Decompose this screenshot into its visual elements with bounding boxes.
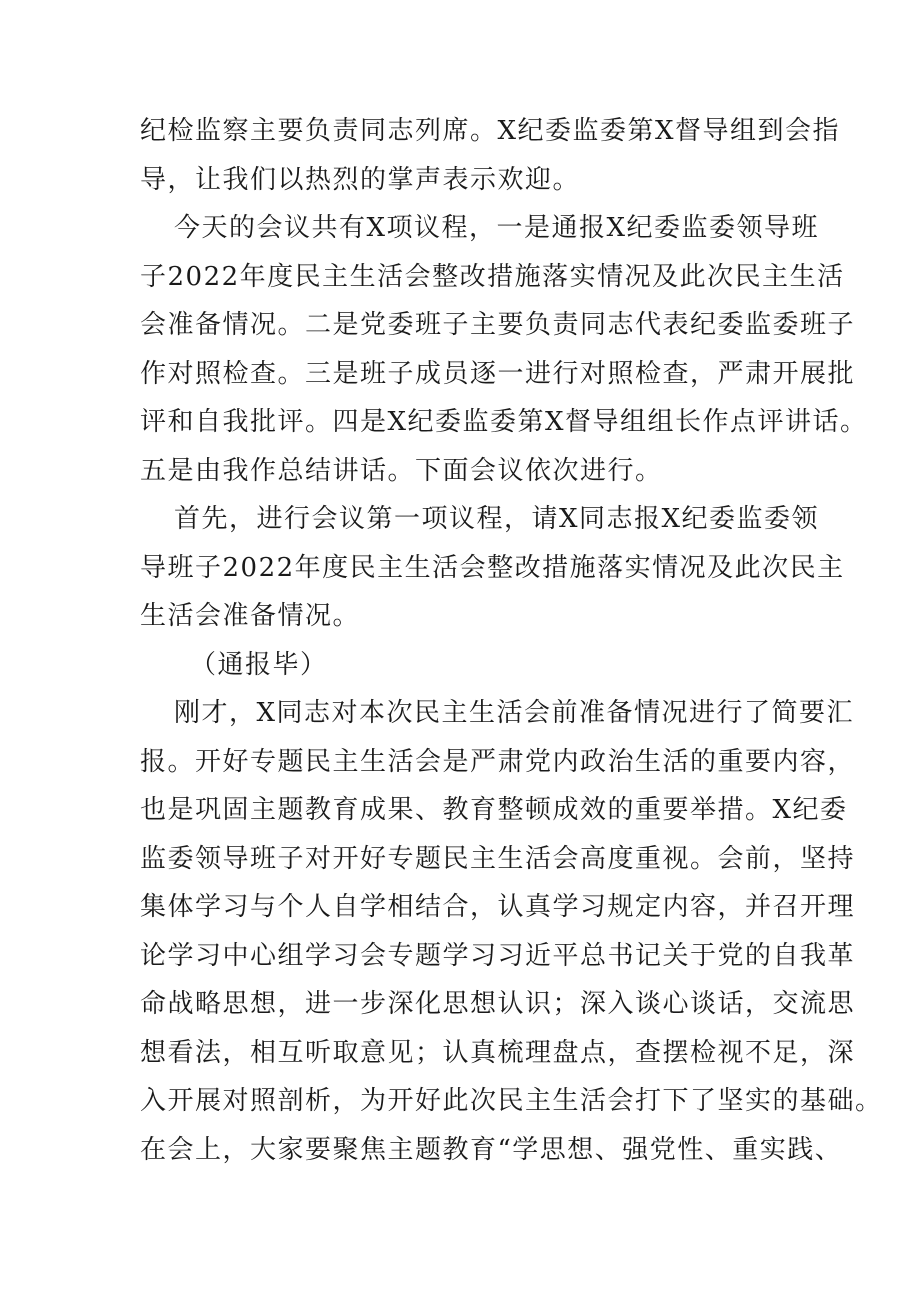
text-line: 子2022年度民主生活会整改措施落实情况及此次民主生活 [140,261,845,292]
paragraph-start-line: 刚才，X同志对本次民主生活会前准备情况进行了简要汇 [174,698,855,728]
text-line: 五是由我作总结讲话。下面会议依次进行。 [140,455,663,486]
document-body [140,107,883,1174]
text-line: 集体学习与个人自学相结合，认真学习规定内容，并召开理 [140,892,856,922]
paragraph-start-line: 今天的会议共有X项议程，一是通报X纪委监委领导班 [174,213,820,243]
text-line: 想看法，相互听取意见；认真梳理盘点，查摆检视不足，深 [140,1037,856,1068]
text-line: 也是巩固主题教育成果、教育整顿成效的重要举措。X纪委 [140,795,848,825]
text-line: 论学习中心组学习会专题学习习近平总书记关于党的自我革 [140,940,856,971]
text-line: 导，让我们以热烈的掌声表示欢迎。 [140,164,581,195]
text-line: 导班子2022年度民主生活会整改措施落实情况及此次民主 [140,552,845,583]
text-line: 在会上，大家要聚焦主题教育“学思想、强党性、重实践、 [140,1134,843,1165]
text-line: 纪检监察主要负责同志列席。X纪委监委第X督导组到会指 [140,116,841,146]
report-complete-note: （通报毕） [190,649,328,680]
text-line: 生活会准备情况。 [140,601,361,631]
text-line: 监委领导班子对开好专题民主生活会高度重视。会前，坚持 [140,843,856,874]
paragraph-start-line: 首先，进行会议第一项议程，请X同志报X纪委监委领 [174,504,820,534]
text-line: 入开展对照剖析，为开好此次民主生活会打下了坚实的基础。 [140,1086,883,1116]
text-line: 评和自我批评。四是X纪委监委第X督导组组长作点评讲话。 [140,407,868,437]
text-line: 作对照检查。三是班子成员逐一进行对照检查，严肃开展批 [140,358,856,389]
text-line: 会准备情况。二是党委班子主要负责同志代表纪委监委班子 [140,310,856,340]
text-line: 报。开好专题民主生活会是严肃党内政治生活的重要内容， [140,746,856,777]
text-line: 命战略思想，进一步深化思想认识；深入谈心谈话，交流思 [140,989,856,1019]
